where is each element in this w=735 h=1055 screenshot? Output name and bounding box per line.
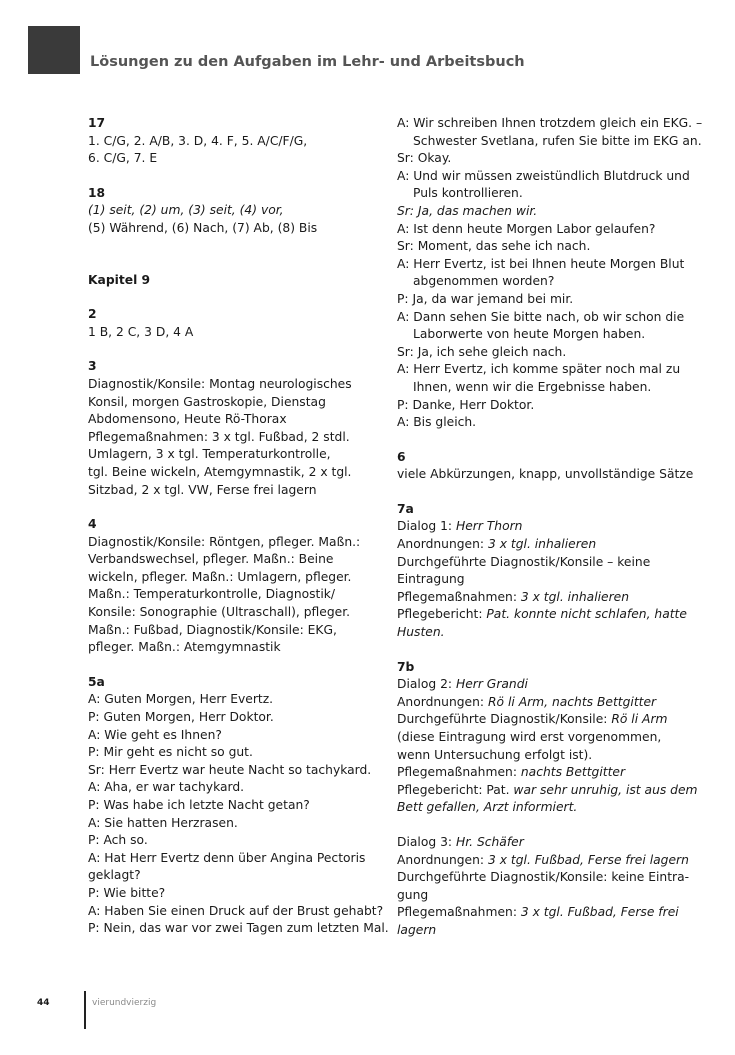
exercise-number: 3 [88, 359, 97, 374]
chapter-heading: Kapitel 9 [88, 272, 151, 287]
answer-line: Durchgeführte Diagnostik/Konsile: keine Eintra- [397, 870, 690, 885]
dialog-line-cont: Ihnen, wenn wir die Ergebnisse haben. [413, 379, 652, 394]
exercise-3 [88, 358, 388, 499]
exercise-5a [88, 674, 388, 938]
right-column [397, 115, 709, 957]
answer-line: 1. C/G, 2. A/B, 3. D, 4. F, 5. A/C/F/G, [88, 133, 308, 148]
dialog-line-cont: Schwester Svetlana, rufen Sie bitte im EKG an. [413, 133, 702, 148]
dialog-line: A: Sie hatten Herzrasen. [88, 815, 238, 830]
dialog-line: P: Ach so. [88, 833, 148, 848]
dialog-line-cont: abgenommen worden? [413, 274, 555, 289]
dialog-line: Sr: Ja, das machen wir. [397, 203, 538, 218]
footer-divider [84, 991, 86, 1029]
answer-line: Pflegemaßnahmen: 3 x tgl. Fußbad, 2 stdl. [88, 429, 350, 444]
answer-line: Anordnungen: Rö li Arm, nachts Bettgitter [397, 694, 657, 709]
answer-line: Husten. [397, 625, 445, 640]
exercise-number: 5a [88, 674, 105, 689]
exercise-number: 2 [88, 307, 97, 322]
dialog-line: P: Ja, da war jemand bei mir. [397, 291, 574, 306]
left-column [88, 115, 388, 955]
answer-line: (diese Eintragung wird erst vorgenommen, [397, 730, 662, 744]
dialog-line: A: Hat Herr Evertz denn über Angina Pectoris [88, 850, 366, 865]
answer-line: gung [397, 887, 429, 902]
dialog-line: P: Was habe ich letzte Nacht getan? [88, 798, 310, 812]
dialog-line: geklagt? [88, 868, 141, 883]
dialog-line: A: Aha, er war tachykard. [88, 780, 245, 795]
answer-line: Konsile: Sonographie (Ultraschall), pfleger. [88, 605, 351, 620]
dialog-line: P: Wie bitte? [88, 885, 166, 900]
answer-line: (5) Während, (6) Nach, (7) Ab, (8) Bis [88, 220, 318, 235]
answer-line: Durchgeführte Diagnostik/Konsile: Rö li Arm [397, 712, 668, 727]
answer-line: Bett gefallen, Arzt informiert. [397, 800, 578, 815]
answer-line: Maßn.: Fußbad, Diagnostik/Konsile: EKG, [88, 622, 337, 637]
dialog-line: A: Herr Evertz, ich komme später noch mal zu [397, 362, 681, 377]
exercise-7b [397, 659, 709, 817]
answer-line: wickeln, pfleger. Maßn.: Umlagern, pfleger. [88, 569, 352, 584]
exercise-number: 7b [397, 659, 415, 674]
exercise-4 [88, 516, 388, 657]
answer-line: Eintragung [397, 572, 465, 587]
answer-line: Durchgeführte Diagnostik/Konsile – keine [397, 554, 651, 569]
dialog-line-cont: Laborwerte von heute Morgen haben. [413, 327, 646, 342]
page-number-word: vierundvierzig [92, 998, 157, 1008]
dialog-line: A: Ist denn heute Morgen Labor gelaufen? [397, 221, 656, 236]
answer-line: wenn Untersuchung erfolgt ist). [397, 747, 593, 762]
answer-line: 6. C/G, 7. E [88, 151, 158, 166]
dialog-line: Sr: Okay. [397, 151, 452, 166]
exercise-18 [88, 185, 388, 238]
answer-line: pfleger. Maßn.: Atemgymnastik [88, 640, 281, 655]
answer-line: 1 B, 2 C, 3 D, 4 A [88, 324, 194, 339]
exercise-number: 4 [88, 517, 97, 532]
dialog-line: A: Und wir müssen zweistündlich Blutdruck und [397, 168, 690, 183]
answer-line: Dialog 1: Herr Thorn [397, 519, 523, 534]
answer-line: Sitzbad, 2 x tgl. VW, Ferse frei lagern [88, 482, 317, 497]
dialog-line: A: Guten Morgen, Herr Evertz. [88, 692, 274, 707]
answer-line: Abdomensono, Heute Rö-Thorax [88, 412, 287, 427]
answer-line: (1) seit, (2) um, (3) seit, (4) vor, [88, 203, 284, 218]
answer-line: tgl. Beine wickeln, Atemgymnastik, 2 x tgl. [88, 464, 352, 479]
answer-line: Pflegemaßnahmen: 3 x tgl. inhalieren [397, 589, 630, 604]
dialog-line-cont: Puls kontrollieren. [413, 186, 523, 201]
exercise-7b-dialog-3 [397, 834, 709, 940]
exercise-7a [397, 501, 709, 642]
dialog-line: Sr: Moment, das sehe ich nach. [397, 239, 591, 254]
dialog-line: A: Dann sehen Sie bitte nach, ob wir schon die [397, 309, 685, 324]
answer-line: Pflegebericht: Pat. war sehr unruhig, ist aus dem [397, 782, 698, 797]
answer-line: Diagnostik/Konsile: Röntgen, pfleger. Maßn.: [88, 534, 361, 549]
dialog-line: Sr: Ja, ich sehe gleich nach. [397, 344, 567, 359]
exercise-number: 6 [397, 449, 406, 464]
answer-line: Pflegemaßnahmen: nachts Bettgitter [397, 765, 626, 780]
dialog-line: P: Mir geht es nicht so gut. [88, 745, 253, 760]
answer-line: Konsil, morgen Gastroskopie, Dienstag [88, 394, 326, 409]
answer-line: Dialog 3: Hr. Schäfer [397, 834, 524, 849]
exercise-17 [88, 115, 388, 168]
dialog-line: Sr: Herr Evertz war heute Nacht so tachykard. [88, 762, 372, 777]
dialog-line: A: Herr Evertz, ist bei Ihnen heute Morgen Blut [397, 256, 685, 271]
exercise-number: 7a [397, 501, 414, 516]
page-title: Lösungen zu den Aufgaben im Lehr- und Arbeitsbuch [90, 54, 525, 70]
answer-line: lagern [397, 922, 437, 937]
answer-line: Verbandswechsel, pfleger. Maßn.: Beine [88, 552, 334, 567]
dialog-line: P: Guten Morgen, Herr Doktor. [88, 710, 274, 725]
dialog-continuation [397, 115, 709, 432]
answer-line: viele Abkürzungen, knapp, unvollständige Sätze [397, 467, 694, 482]
answer-line: Umlagern, 3 x tgl. Temperaturkontrolle, [88, 447, 331, 462]
dialog-line: P: Nein, das war vor zwei Tagen zum letzten Mal. [88, 921, 389, 936]
exercise-number: 17 [88, 116, 106, 130]
exercise-number: 18 [88, 185, 106, 200]
answer-line: Anordnungen: 3 x tgl. inhalieren [397, 537, 597, 552]
exercise-2 [88, 306, 388, 341]
answer-line: Pflegebericht: Pat. konnte nicht schlafen, hatte [397, 607, 687, 622]
answer-line: Pflegemaßnahmen: 3 x tgl. Fußbad, Ferse frei [397, 905, 679, 920]
page-number: 44 [37, 998, 50, 1008]
dialog-line: A: Haben Sie einen Druck auf der Brust gehabt? [88, 903, 384, 918]
dialog-line: P: Danke, Herr Doktor. [397, 397, 535, 412]
answer-line: Dialog 2: Herr Grandi [397, 677, 528, 692]
dialog-line: A: Wir schreiben Ihnen trotzdem gleich ein EKG. – [397, 116, 703, 130]
answer-line: Maßn.: Temperaturkontrolle, Diagnostik/ [88, 587, 336, 602]
exercise-6 [397, 449, 709, 484]
answer-line: Anordnungen: 3 x tgl. Fußbad, Ferse frei lagern [397, 852, 689, 867]
dialog-line: A: Wie geht es Ihnen? [88, 727, 222, 742]
dialog-line: A: Bis gleich. [397, 415, 477, 430]
header-decor-block [28, 26, 80, 74]
answer-line: Diagnostik/Konsile: Montag neurologisches [88, 376, 352, 391]
